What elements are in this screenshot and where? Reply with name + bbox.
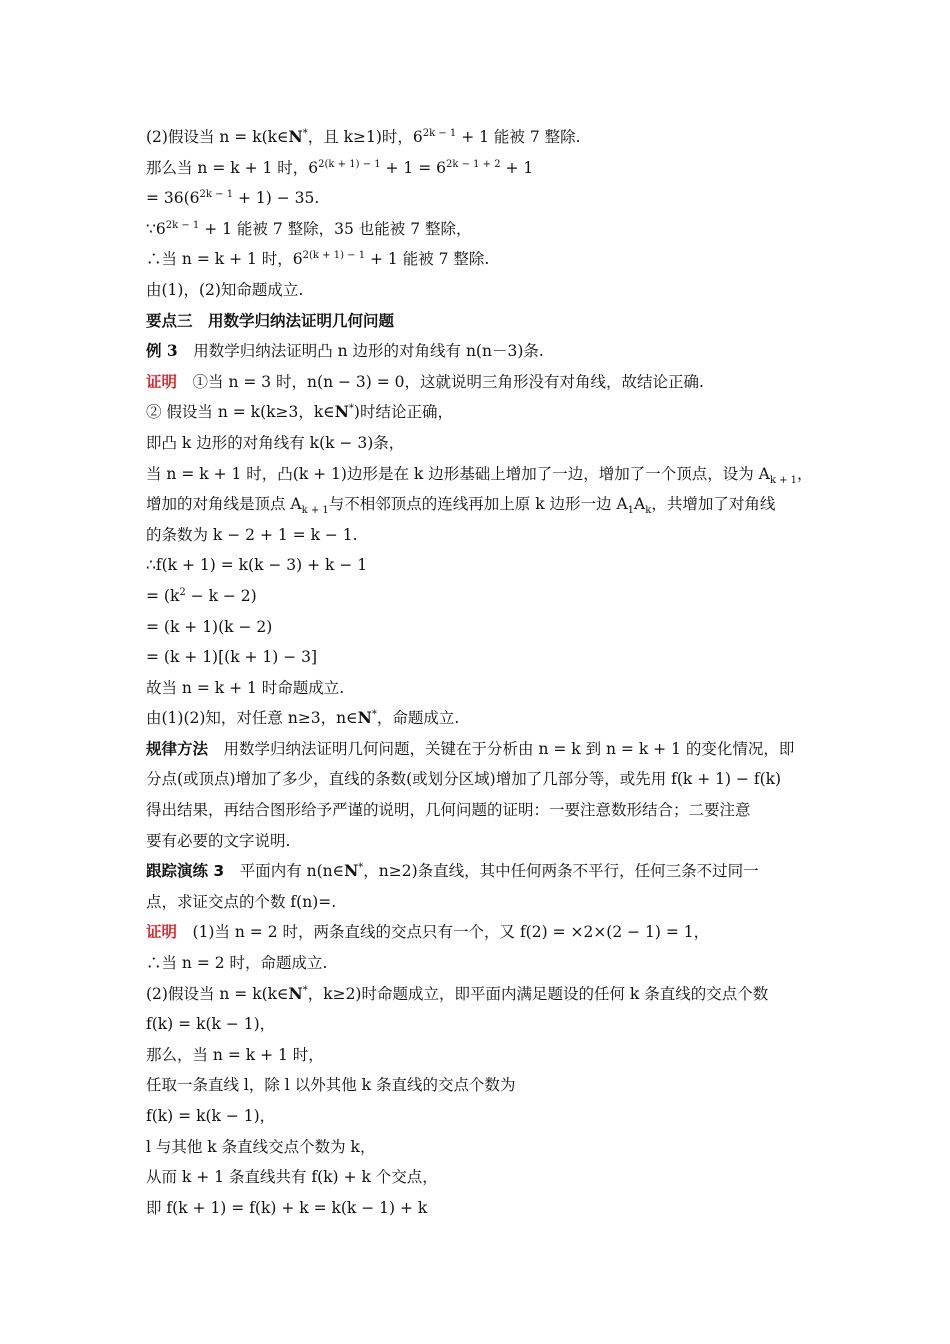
text-segment: 即凸 k 边形的对角线有 k(k − 3)条， bbox=[146, 433, 405, 452]
text-line bbox=[146, 856, 814, 887]
text-line bbox=[146, 703, 814, 734]
text-line bbox=[146, 795, 814, 826]
text-segment: (2)假设当 n = k(k∈ bbox=[146, 984, 289, 1003]
text-segment: 从而 k + 1 条直线共有 f(k) + k 个交点， bbox=[146, 1168, 438, 1187]
superscript: * bbox=[302, 984, 308, 996]
text-segment: ∵6 bbox=[146, 219, 166, 238]
text-segment: A bbox=[634, 495, 646, 514]
text-line bbox=[146, 153, 814, 184]
text-segment: N bbox=[334, 402, 349, 422]
text-segment: + 1) − 35. bbox=[233, 189, 320, 208]
text-segment: (2)假设当 n = k(k∈ bbox=[146, 128, 289, 146]
text-segment: 那么当 n = k + 1 时，6 bbox=[146, 158, 319, 177]
text-segment: ∴当 n = k + 1 时，6 bbox=[146, 250, 303, 269]
section-label: 要点三 用数学归纳法证明几何问题 bbox=[146, 311, 395, 330]
text-segment: 分点(或顶点)增加了多少，直线的条数(或划分区域)增加了几部分等，或先用 f(k + 1) − f(k) bbox=[146, 770, 782, 789]
text-line bbox=[146, 764, 814, 795]
text-segment: + 1 能被 7 整除. bbox=[365, 250, 490, 269]
text-segment: 得出结果，再结合图形给予严谨的说明，几何问题的证明：一要注意数形结合；二要注意 bbox=[146, 801, 751, 820]
text-line bbox=[146, 1162, 814, 1193]
text-line bbox=[146, 459, 814, 490]
text-line bbox=[146, 336, 814, 367]
text-line bbox=[146, 734, 814, 765]
text-line bbox=[146, 917, 814, 948]
subscript: 1 bbox=[627, 505, 635, 517]
text-segment: l 与其他 k 条直线交点个数为 k， bbox=[146, 1137, 376, 1156]
proof-label: 证明 bbox=[146, 371, 178, 391]
subscript: k bbox=[645, 505, 652, 517]
text-line bbox=[146, 1193, 814, 1224]
text-line bbox=[146, 887, 814, 918]
text-line bbox=[146, 520, 814, 551]
text-segment: 要有必要的文字说明. bbox=[146, 831, 291, 850]
text-line bbox=[146, 1040, 814, 1071]
text-segment: f(k) = k(k − 1)， bbox=[146, 1015, 276, 1034]
text-segment: ，共增加了对角线 bbox=[651, 495, 776, 514]
text-line bbox=[146, 306, 814, 337]
superscript: 2k − 1 + 2 bbox=[445, 158, 501, 170]
text-segment: 用数学归纳法证明凸 n 边形的对角线有 n(n－3)条. bbox=[177, 342, 544, 361]
superscript: 2k − 1 bbox=[199, 189, 234, 201]
text-line bbox=[146, 979, 814, 1010]
text-segment: ，且 k≥1)时，6 bbox=[307, 128, 423, 146]
text-line bbox=[146, 642, 814, 673]
text-segment: N bbox=[288, 127, 303, 146]
subscript: k + 1 bbox=[769, 474, 798, 486]
text-line bbox=[146, 183, 814, 214]
text-segment: f(k) = k(k − 1)， bbox=[146, 1107, 276, 1125]
text-segment: ∴f(k + 1) = k(k − 3) + k − 1 bbox=[146, 556, 368, 575]
text-line bbox=[146, 1132, 814, 1163]
text-segment: = (k + 1)(k − 2) bbox=[146, 617, 273, 636]
text-line bbox=[146, 826, 814, 857]
text-segment: 点，求证交点的个数 f(n)=. bbox=[146, 892, 337, 911]
text-segment: 的条数为 k − 2 + 1 = k − 1. bbox=[146, 525, 358, 544]
text-segment: ② 假设当 n = k(k≥3，k∈ bbox=[146, 403, 335, 422]
text-segment: ， bbox=[797, 464, 813, 483]
text-line bbox=[146, 612, 814, 643]
text-line bbox=[146, 948, 814, 979]
text-line bbox=[146, 275, 814, 306]
superscript: 2k − 1 bbox=[422, 128, 457, 139]
text-segment: = (k + 1)[(k + 1) − 3] bbox=[146, 648, 318, 667]
document-body bbox=[146, 122, 814, 1223]
text-segment: 增加的对角线是顶点 A bbox=[146, 495, 302, 514]
text-segment: N bbox=[357, 708, 372, 728]
text-segment: − k − 2) bbox=[185, 586, 257, 605]
text-segment: ，n≥2)条直线，其中任何两条不平行，任何三条不过同一 bbox=[363, 862, 759, 881]
text-segment: 那么，当 n = k + 1 时， bbox=[146, 1045, 324, 1064]
text-segment: = (k bbox=[146, 586, 180, 605]
text-line bbox=[146, 489, 814, 520]
section-label: 跟踪演练 3 bbox=[146, 862, 225, 881]
superscript: * bbox=[371, 709, 377, 721]
text-segment: + 1 = 6 bbox=[380, 158, 446, 177]
section-label: 规律方法 bbox=[146, 739, 209, 758]
text-line bbox=[146, 244, 814, 275]
text-segment: = 36(6 bbox=[146, 189, 200, 208]
text-segment: 当 n = k + 1 时，凸(k + 1)边形是在 k 边形基础上增加了一边，增加了一个顶点，设为 A bbox=[146, 464, 770, 483]
text-line bbox=[146, 122, 814, 153]
text-segment: + 1 能被 7 整除. bbox=[456, 128, 581, 146]
superscript: 2(k + 1) − 1 bbox=[318, 158, 381, 170]
text-segment: ①当 n = 3 时，n(n − 3) = 0，这就说明三角形没有对角线，故结论正确. bbox=[177, 372, 704, 391]
text-segment: N bbox=[344, 861, 359, 881]
text-line bbox=[146, 1009, 814, 1040]
text-line bbox=[146, 673, 814, 704]
subscript: k + 1 bbox=[301, 505, 329, 517]
text-segment: 例 3 bbox=[146, 341, 178, 361]
text-segment: ，命题成立. bbox=[376, 709, 460, 728]
text-segment: 任取一条直线 l，除 l 以外其他 k 条直线的交点个数为 bbox=[146, 1076, 516, 1095]
superscript: * bbox=[348, 403, 354, 415]
text-line bbox=[146, 367, 814, 398]
superscript: 2 bbox=[179, 586, 186, 598]
text-line bbox=[146, 428, 814, 459]
superscript: * bbox=[302, 128, 308, 139]
text-line bbox=[146, 581, 814, 612]
text-segment: 由(1)(2)知，对任意 n≥3，n∈ bbox=[146, 709, 358, 728]
text-segment: 故当 n = k + 1 时命题成立. bbox=[146, 678, 345, 697]
text-segment: 与不相邻顶点的连线再加上原 k 边形一边 A bbox=[328, 495, 628, 514]
text-segment: ，k≥2)时命题成立，即平面内满足题设的任何 k 条直线的交点个数 bbox=[307, 984, 769, 1003]
text-segment: ∴当 n = 2 时，命题成立. bbox=[146, 954, 328, 973]
superscript: 2(k + 1) − 1 bbox=[302, 250, 366, 262]
text-line bbox=[146, 1070, 814, 1101]
text-line bbox=[146, 550, 814, 581]
text-segment: 由(1)，(2)知命题成立. bbox=[146, 280, 304, 299]
text-segment: )时结论正确， bbox=[353, 403, 453, 422]
superscript: 2k − 1 bbox=[165, 219, 200, 231]
text-line bbox=[146, 1101, 814, 1132]
text-segment: + 1 能被 7 整除，35 也能被 7 整除， bbox=[199, 219, 472, 238]
text-segment: (1)当 n = 2 时，两条直线的交点只有一个，又 f(2) = ×2×(2 − 1) = 1， bbox=[177, 923, 710, 942]
text-segment: N bbox=[288, 983, 303, 1003]
text-segment: 平面内有 n(n∈ bbox=[224, 862, 345, 881]
text-line bbox=[146, 397, 814, 428]
superscript: * bbox=[358, 862, 364, 874]
text-segment: 即 f(k + 1) = f(k) + k = k(k − 1) + k bbox=[146, 1198, 428, 1217]
text-segment: + 1 bbox=[500, 158, 534, 177]
proof-label: 证明 bbox=[146, 922, 178, 942]
text-line bbox=[146, 214, 814, 245]
text-segment: 用数学归纳法证明几何问题，关键在于分析由 n = k 到 n = k + 1 的变化情况，即 bbox=[208, 739, 795, 758]
